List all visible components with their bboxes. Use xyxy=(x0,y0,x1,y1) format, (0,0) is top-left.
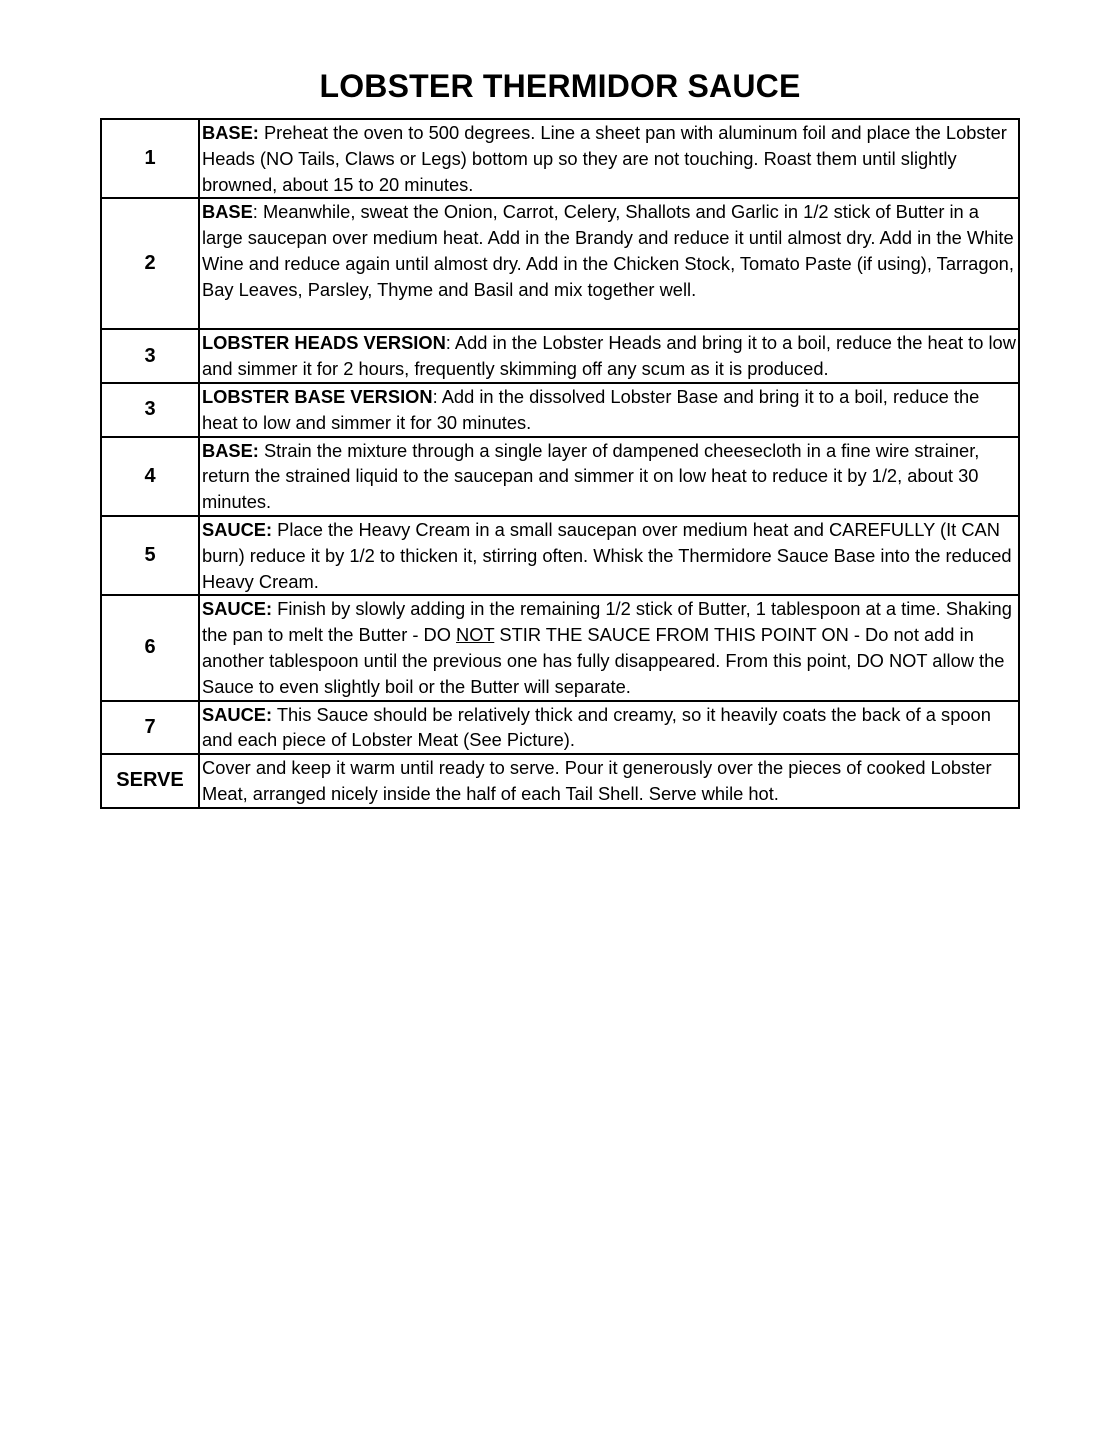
step-text xyxy=(199,383,1019,437)
step-number: 5 xyxy=(101,516,199,595)
step-row xyxy=(101,701,1019,755)
step-number: 3 xyxy=(101,329,199,383)
step-text xyxy=(199,437,1019,516)
step-row xyxy=(101,595,1019,700)
step-number: 3 xyxy=(101,383,199,437)
step-body: Strain the mixture through a single layer of dampened cheesecloth in a fine wire strainer, return the strained liquid to the saucepan and simmer it on low heat to reduce it by 1/2, about 30 minutes. xyxy=(202,439,980,513)
step-row xyxy=(101,329,1019,383)
step-text xyxy=(199,198,1019,329)
step-body: : Meanwhile, sweat the Onion, Carrot, Celery, Shallots and Garlic in 1/2 stick of Butter in a large saucepan over medium heat. Add in the Brandy and reduce it until almost dry. Add in the White Wine and reduce again until almost dry. Add in the Chicken Stock, Tomato Paste (if using), Tarragon, Bay Leaves, Parsley, Thyme and Basil and mix together well. xyxy=(202,201,1014,300)
step-number: 1 xyxy=(101,119,199,198)
step-body: Cover and keep it warm until ready to serve. Pour it generously over the pieces of cooked Lobster Meat, arranged nicely inside the half of each Tail Shell. Serve while hot. xyxy=(202,757,992,804)
step-body: Finish by slowly adding in the remaining 1/2 stick of Butter, 1 tablespoon at a time. Shaking the pan to melt the Butter - DO xyxy=(202,598,1012,646)
step-text xyxy=(199,516,1019,595)
step-label: SAUCE: xyxy=(202,518,273,540)
step-body-continued: STIR THE SAUCE FROM THIS POINT ON - Do not add in another tablespoon until the previous one has fully disappeared. From this point, DO NOT allow the Sauce to even slightly boil or the Butter will separate. xyxy=(202,624,1005,697)
step-emphasis: NOT xyxy=(456,624,495,646)
step-number: 7 xyxy=(101,701,199,755)
step-label: LOBSTER HEADS VERSION xyxy=(202,332,446,354)
step-text xyxy=(199,754,1019,808)
step-body: Place the Heavy Cream in a small saucepan over medium heat and CAREFULLY (It CAN burn) reduce it by 1/2 to thicken it, stirring often. Whisk the Thermidore Sauce Base into the reduced Heavy Cream. xyxy=(202,518,1012,592)
step-label: LOBSTER BASE VERSION xyxy=(202,385,433,407)
step-row xyxy=(101,198,1019,329)
step-body: : Add in the dissolved Lobster Base and bring it to a boil, reduce the heat to low and simmer it for 30 minutes. xyxy=(202,385,980,433)
step-label: BASE: xyxy=(202,122,259,143)
step-number: 6 xyxy=(101,595,199,700)
step-text xyxy=(199,329,1019,383)
step-text xyxy=(199,701,1019,755)
step-body: : Add in the Lobster Heads and bring it to a boil, reduce the heat to low and simmer it for 2 hours, frequently skimming off any scum as it is produced. xyxy=(202,332,1016,380)
step-label: SAUCE: xyxy=(202,703,273,725)
step-text xyxy=(199,119,1019,198)
step-body: Preheat the oven to 500 degrees. Line a sheet pan with aluminum foil and place the Lobster Heads (NO Tails, Claws or Legs) bottom up so they are not touching. Roast them until slightly browned, about 15 to 20 minutes. xyxy=(202,122,1007,195)
step-number: 2 xyxy=(101,198,199,329)
step-label: BASE xyxy=(202,201,253,223)
page-title: LOBSTER THERMIDOR SAUCE xyxy=(319,68,801,104)
step-label: BASE: xyxy=(202,439,259,461)
step-row xyxy=(101,383,1019,437)
step-row xyxy=(101,754,1019,808)
step-row xyxy=(101,516,1019,595)
step-body: This Sauce should be relatively thick and creamy, so it heavily coats the back of a spoon and each piece of Lobster Meat (See Picture). xyxy=(202,703,991,751)
step-text xyxy=(199,595,1019,700)
step-label: SAUCE: xyxy=(202,598,273,620)
step-number: SERVE xyxy=(101,754,199,808)
step-row xyxy=(101,119,1019,198)
step-row xyxy=(101,437,1019,516)
steps-table xyxy=(100,118,1020,809)
step-number: 4 xyxy=(101,437,199,516)
